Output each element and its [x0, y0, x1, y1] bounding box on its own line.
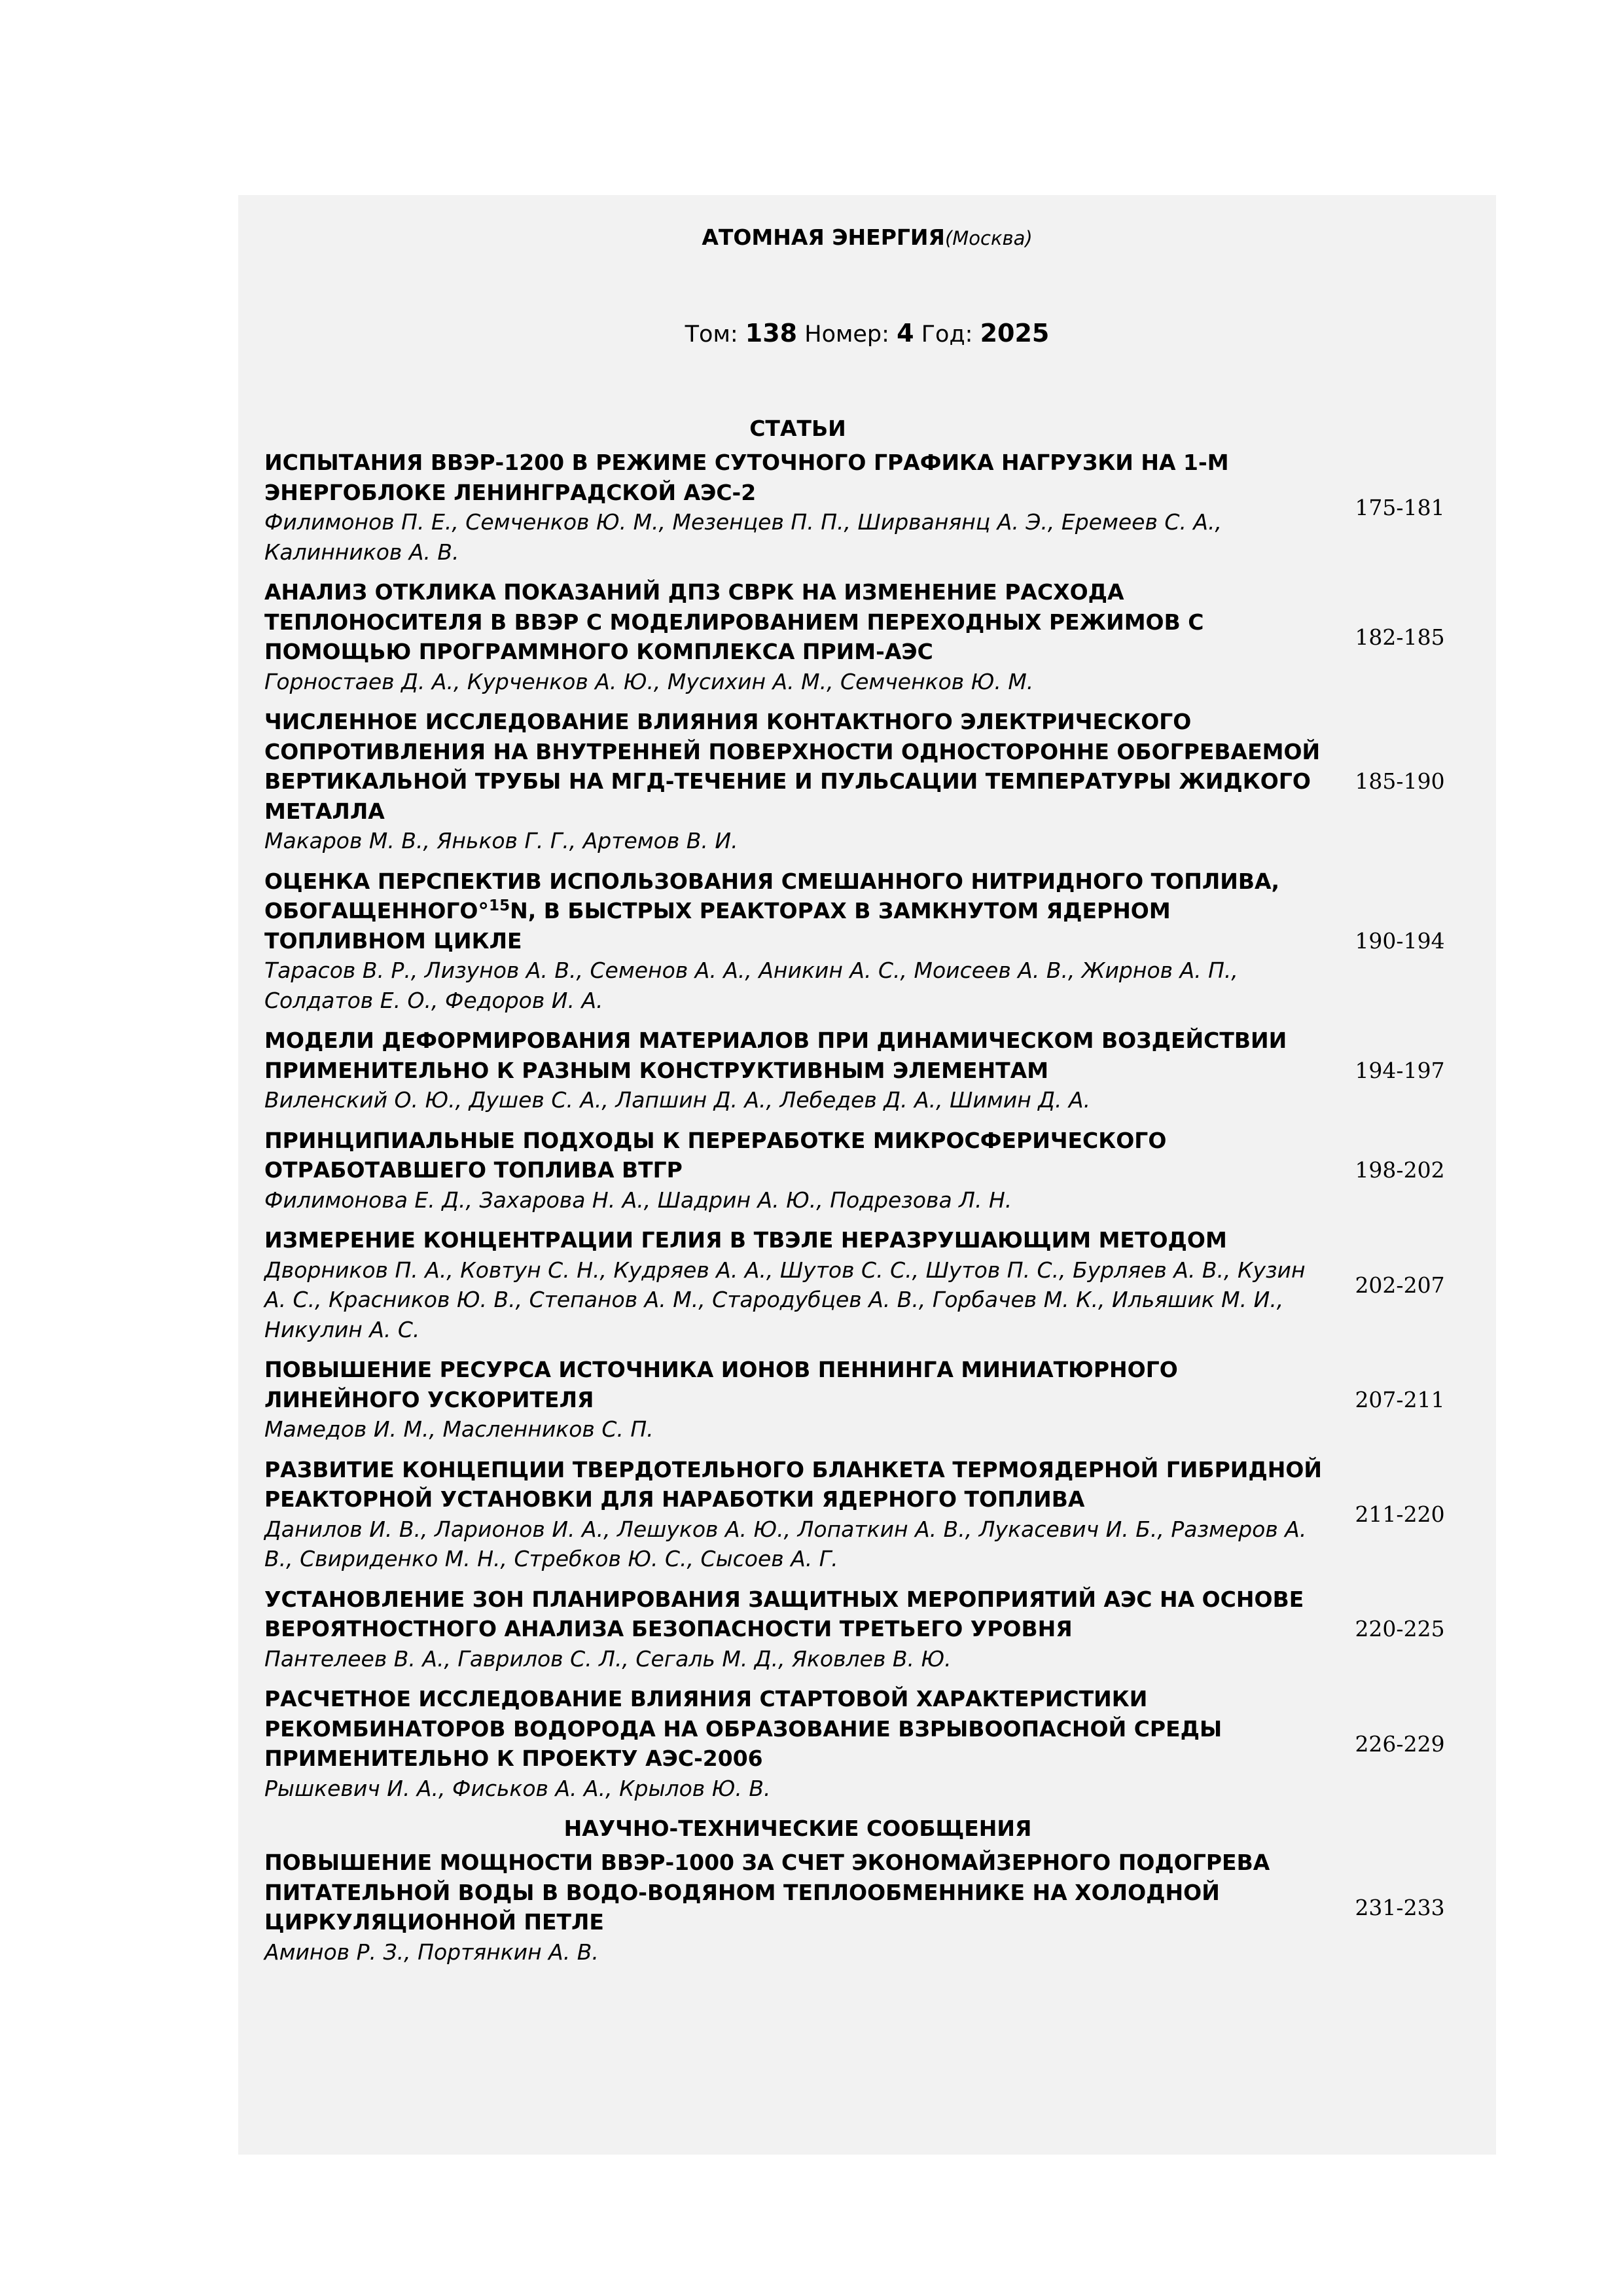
article-authors: Тарасов В. Р., Лизунов А. В., Семенов А. А., Аникин А. С., Моисеев А. В., Жирнов А. П., Солдатов Е. О., Федоров И. А.	[264, 958, 1238, 1013]
article-row	[264, 1026, 1482, 1115]
issue-info	[238, 313, 1496, 355]
number-label: Номер:	[804, 321, 889, 348]
article-pages: 220-225	[1355, 1616, 1445, 1642]
article-row	[264, 867, 1482, 1016]
section-heading-communications: НАУЧНО-ТЕХНИЧЕСКИЕ СООБЩЕНИЯ	[563, 1816, 1032, 1841]
article-pages: 185-190	[1355, 768, 1445, 795]
article-row	[264, 1455, 1482, 1574]
article-row	[264, 707, 1482, 856]
article-row	[264, 1848, 1482, 1967]
article-row	[264, 1225, 1482, 1344]
title-part: ОЦЕНКА ПЕРСПЕКТИВ ИСПОЛЬЗОВАНИЯ СМЕШАННОГО НИТРИДНОГО ТОПЛИВА, ОБОГАЩЕННОГО°	[264, 868, 1280, 924]
table-of-contents	[264, 414, 1482, 1977]
article-pages: 182-185	[1355, 624, 1445, 650]
article-pages: 198-202	[1355, 1157, 1445, 1183]
article-authors: Филимонов П. Е., Семченков Ю. М., Мезенцев П. П., Ширванянц А. Э., Еремеев С. А., Калинников А. В.	[264, 509, 1222, 565]
article-authors: Макаров М. В., Яньков Г. Г., Артемов В. И.	[264, 828, 738, 853]
article-authors: Аминов Р. З., Портянкин А. В.	[264, 1939, 599, 1965]
article-pages: 190-194	[1355, 927, 1445, 954]
article-title-link[interactable]: ПОВЫШЕНИЕ РЕСУРСА ИСТОЧНИКА ИОНОВ ПЕННИНГА МИНИАТЮРНОГО ЛИНЕЙНОГО УСКОРИТЕЛЯ	[264, 1357, 1178, 1412]
article-pages: 211-220	[1355, 1501, 1445, 1527]
article-row	[264, 1355, 1482, 1444]
journal-title: АТОМНАЯ ЭНЕРГИЯ	[702, 224, 945, 250]
article-row	[264, 448, 1482, 567]
article-pages: 175-181	[1355, 494, 1445, 520]
volume-value: 138	[745, 319, 798, 348]
contents-panel	[238, 195, 1496, 2155]
article-authors: Горностаев Д. А., Курченков А. Ю., Мусихин А. М., Семченков Ю. М.	[264, 668, 1034, 694]
article-pages: 207-211	[1355, 1386, 1445, 1412]
article-authors: Мамедов И. М., Масленников С. П.	[264, 1416, 654, 1442]
article-title-link[interactable]: ЧИСЛЕННОЕ ИССЛЕДОВАНИЕ ВЛИЯНИЯ КОНТАКТНОГО ЭЛЕКТРИЧЕСКОГО СОПРОТИВЛЕНИЯ НА ВНУТРЕННЕЙ ПОВЕРХНОСТИ ОДНОСТОРОННЕ ОБОГРЕВАЕМОЙ ВЕРТИКАЛЬНОЙ ТРУБЫ НА МГД-ТЕЧЕНИЕ И ПУЛЬСАЦИИ ТЕМПЕРАТУРЫ ЖИДКОГО МЕТАЛЛА	[264, 709, 1321, 824]
year-label: Год:	[921, 321, 973, 348]
article-title-link[interactable]: МОДЕЛИ ДЕФОРМИРОВАНИЯ МАТЕРИАЛОВ ПРИ ДИНАМИЧЕСКОМ ВОЗДЕЙСТВИИ ПРИМЕНИТЕЛЬНО К РАЗНЫМ КОНСТРУКТИВНЫМ ЭЛЕМЕНТАМ	[264, 1028, 1287, 1083]
article-authors: Данилов И. В., Ларионов И. А., Лешуков А. Ю., Лопаткин А. В., Лукасевич И. Б., Размеров А. В., Свириденко М. Н., Стребков Ю. С., Сысоев А. Г.	[264, 1516, 1307, 1571]
article-pages: 202-207	[1355, 1272, 1445, 1298]
isotope-superscript: 15	[489, 897, 510, 914]
article-row	[264, 1585, 1482, 1674]
article-title-link[interactable]: АНАЛИЗ ОТКЛИКА ПОКАЗАНИЙ ДПЗ СВРК НА ИЗМЕНЕНИЕ РАСХОДА ТЕПЛОНОСИТЕЛЯ В ВВЭР С МОДЕЛИРОВАНИЕМ ПЕРЕХОДНЫХ РЕЖИМОВ С ПОМОЩЬЮ ПРОГРАММНОГО КОМПЛЕКСА ПРИМ-АЭС	[264, 579, 1204, 664]
article-pages: 231-233	[1355, 1894, 1445, 1920]
article-authors: Филимонова Е. Д., Захарова Н. А., Шадрин А. Ю., Подрезова Л. Н.	[264, 1187, 1012, 1213]
article-title-link[interactable]: ПОВЫШЕНИЕ МОЩНОСТИ ВВЭР-1000 ЗА СЧЕТ ЭКОНОМАЙЗЕРНОГО ПОДОГРЕВА ПИТАТЕЛЬНОЙ ВОДЫ В ВОДО-ВОДЯНОМ ТЕПЛООБМЕННИКЕ НА ХОЛОДНОЙ ЦИРКУЛЯЦИОННОЙ ПЕТЛЕ	[264, 1850, 1270, 1935]
article-authors: Дворников П. А., Ковтун С. Н., Кудряев А. А., Шутов С. С., Шутов П. С., Бурляев А. В., Кузин А. С., Красников Ю. В., Степанов А. М., Стародубцев А. В., Горбачев М. К., Ильяшик М. И., Никулин А. С.	[264, 1257, 1306, 1342]
article-pages: 226-229	[1355, 1731, 1445, 1757]
article-title-link[interactable]: РАСЧЕТНОЕ ИССЛЕДОВАНИЕ ВЛИЯНИЯ СТАРТОВОЙ ХАРАКТЕРИСТИКИ РЕКОМБИНАТОРОВ ВОДОРОДА НА ОБРАЗОВАНИЕ ВЗРЫВООПАСНОЙ СРЕДЫ ПРИМЕНИТЕЛЬНО К ПРОЕКТУ АЭС-2006	[264, 1686, 1222, 1771]
article-title-link[interactable]: РАЗВИТИЕ КОНЦЕПЦИИ ТВЕРДОТЕЛЬНОГО БЛАНКЕТА ТЕРМОЯДЕРНОЙ ГИБРИДНОЙ РЕАКТОРНОЙ УСТАНОВКИ ДЛЯ НАРАБОТКИ ЯДЕРНОГО ТОПЛИВА	[264, 1456, 1323, 1512]
article-authors: Виленский О. Ю., Душев С. А., Лапшин Д. А., Лебедев Д. А., Шимин Д. А.	[264, 1087, 1091, 1113]
journal-title-line	[238, 219, 1496, 257]
volume-label: Том:	[685, 321, 738, 348]
title-part: N, В БЫСТРЫХ РЕАКТОРАХ В ЗАМКНУТОМ ЯДЕРНОМ ТОПЛИВНОМ ЦИКЛЕ	[264, 898, 1171, 954]
number-value: 4	[897, 319, 914, 348]
article-row	[264, 577, 1482, 696]
article-title-link[interactable]: ИЗМЕРЕНИЕ КОНЦЕНТРАЦИИ ГЕЛИЯ В ТВЭЛЕ НЕРАЗРУШАЮЩИМ МЕТОДОМ	[264, 1227, 1227, 1253]
article-authors: Рышкевич И. А., Фиськов А. А., Крылов Ю. В.	[264, 1775, 771, 1801]
article-title-link[interactable]: УСТАНОВЛЕНИЕ ЗОН ПЛАНИРОВАНИЯ ЗАЩИТНЫХ МЕРОПРИЯТИЙ АЭС НА ОСНОВЕ ВЕРОЯТНОСТНОГО АНАЛИЗА БЕЗОПАСНОСТИ ТРЕТЬЕГО УРОВНЯ	[264, 1586, 1304, 1641]
year-value: 2025	[980, 319, 1050, 348]
article-title-link[interactable]	[264, 867, 1331, 956]
article-row	[264, 1126, 1482, 1215]
article-row	[264, 1684, 1482, 1803]
article-authors: Пантелеев В. А., Гаврилов С. Л., Сегаль М. Д., Яковлев В. Ю.	[264, 1645, 952, 1672]
article-title-link[interactable]: ИСПЫТАНИЯ ВВЭР-1200 В РЕЖИМЕ СУТОЧНОГО ГРАФИКА НАГРУЗКИ НА 1-М ЭНЕРГОБЛОКЕ ЛЕНИНГРАДСКОЙ АЭС-2	[264, 450, 1229, 505]
journal-city: (Москва)	[944, 227, 1033, 249]
article-title-link[interactable]: ПРИНЦИПИАЛЬНЫЕ ПОДХОДЫ К ПЕРЕРАБОТКЕ МИКРОСФЕРИЧЕСКОГО ОТРАБОТАВШЕГО ТОПЛИВА ВТГР	[264, 1127, 1167, 1183]
section-heading-articles: СТАТЬИ	[749, 416, 846, 441]
article-pages: 194-197	[1355, 1057, 1445, 1083]
